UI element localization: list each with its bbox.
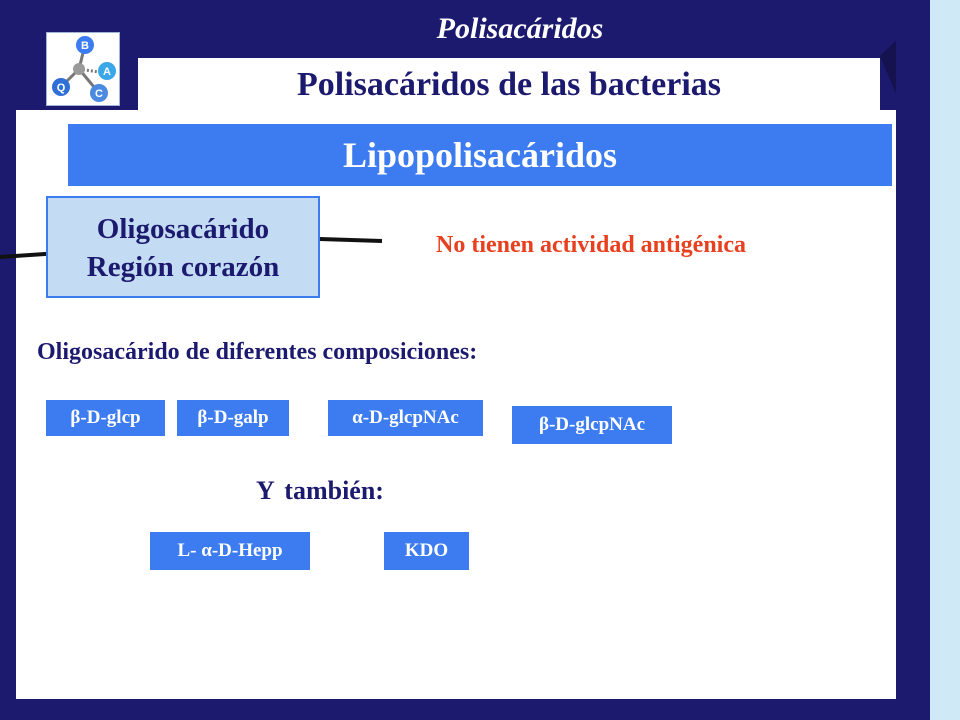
sugar-tag (177, 400, 289, 436)
sugar-tag (328, 400, 483, 436)
greek-symbol: α (352, 407, 363, 428)
header-top-title: Polisacáridos (436, 12, 604, 45)
svg-text:Q: Q (56, 82, 66, 94)
also-heading: Y también: (256, 476, 384, 505)
page-title: Polisacáridos de las bacterias (296, 66, 722, 103)
sugar-tag (512, 406, 672, 444)
sugar-tag (46, 400, 165, 436)
section-bar (68, 124, 892, 186)
sugar-tag (384, 532, 469, 570)
svg-text:B: B (81, 40, 89, 52)
sugar-prefix: L- (177, 540, 202, 561)
frame-left (0, 0, 16, 720)
svg-text:C: C (95, 88, 103, 100)
molecule-icon (47, 33, 119, 105)
greek-symbol: α (201, 540, 212, 561)
sugar-name: -D-glcpNAc (362, 407, 459, 428)
greek-symbol: β (70, 407, 81, 428)
composition-heading: Oligosacárido de diferentes composiciones: (37, 339, 478, 365)
sugar-name: KDO (404, 540, 449, 561)
frame-bottom (0, 699, 930, 720)
sugar-name: -D-galp (207, 407, 269, 428)
core-region-line2: Región corazón (86, 251, 280, 283)
sugar-tag (150, 532, 310, 570)
antigen-note: No tienen actividad antigénica (436, 232, 746, 258)
section-title: Lipopolisacáridos (342, 135, 618, 175)
greek-symbol: β (197, 407, 208, 428)
title-bar (138, 56, 880, 112)
molecule-logo (46, 32, 120, 106)
sugar-name: -D-Hepp (211, 540, 283, 561)
frame-right (896, 8, 930, 720)
svg-text:A: A (103, 66, 111, 78)
core-region-box (46, 196, 320, 298)
greek-symbol: β (538, 414, 549, 435)
sugar-name: -D-glcpNAc (548, 414, 646, 435)
sugar-name: -D-glcp (80, 407, 141, 428)
core-region-line1: Oligosacárido (96, 213, 270, 245)
